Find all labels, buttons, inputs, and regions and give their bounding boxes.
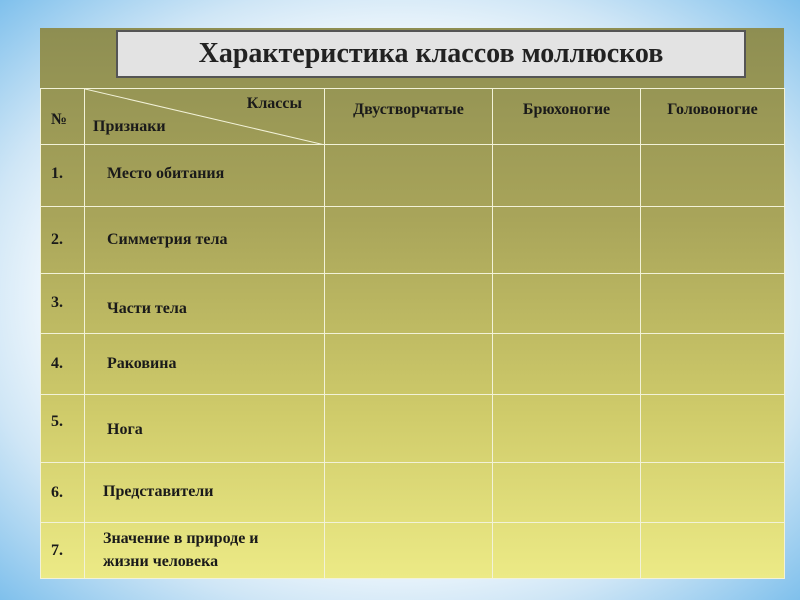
- table-row: [41, 145, 785, 207]
- row-number: 7.: [41, 523, 85, 579]
- cell-gastropods: [493, 395, 641, 463]
- row-label: Представители: [85, 463, 325, 523]
- table-row: [41, 395, 785, 463]
- table-row: [41, 334, 785, 395]
- cell-cephalopods: [641, 145, 785, 207]
- cell-gastropods: [493, 523, 641, 579]
- row-label: Раковина: [85, 334, 325, 395]
- cell-bivalves: [325, 145, 493, 207]
- column-header-bivalves: Двустворчатые: [325, 89, 493, 145]
- mollusk-classes-table: [40, 88, 785, 579]
- cell-bivalves: [325, 274, 493, 334]
- cell-bivalves: [325, 523, 493, 579]
- cell-gastropods: [493, 463, 641, 523]
- cell-cephalopods: [641, 207, 785, 274]
- row-number: 4.: [41, 334, 85, 395]
- row-label: Место обитания: [85, 145, 325, 207]
- row-number: 6.: [41, 463, 85, 523]
- number-header: №: [41, 89, 85, 145]
- cell-gastropods: [493, 274, 641, 334]
- cell-bivalves: [325, 334, 493, 395]
- table-header-row: [41, 89, 785, 145]
- row-label: Значение в природе и жизни человека: [85, 523, 325, 579]
- cell-gastropods: [493, 334, 641, 395]
- slide: [40, 28, 784, 578]
- table-row: [41, 274, 785, 334]
- cell-cephalopods: [641, 334, 785, 395]
- column-header-cephalopods: Головоногие: [641, 89, 785, 145]
- row-number: 2.: [41, 207, 85, 274]
- table-row: [41, 523, 785, 579]
- cell-cephalopods: [641, 463, 785, 523]
- cell-bivalves: [325, 207, 493, 274]
- cell-cephalopods: [641, 523, 785, 579]
- cell-cephalopods: [641, 395, 785, 463]
- cell-gastropods: [493, 207, 641, 274]
- slide-title: Характеристика классов моллюсков: [116, 30, 746, 78]
- table-row: [41, 463, 785, 523]
- row-label: Симметрия тела: [85, 207, 325, 274]
- row-number: 1.: [41, 145, 85, 207]
- features-header-label: Признаки: [93, 118, 166, 135]
- cell-bivalves: [325, 395, 493, 463]
- row-label: Части тела: [85, 274, 325, 334]
- diagonal-header-cell: [85, 89, 325, 145]
- table-row: [41, 207, 785, 274]
- column-header-gastropods: Брюхоногие: [493, 89, 641, 145]
- row-number: 5.: [41, 395, 85, 463]
- row-label: Нога: [85, 395, 325, 463]
- classes-header-label: Классы: [246, 95, 302, 112]
- row-number: 3.: [41, 274, 85, 334]
- cell-cephalopods: [641, 274, 785, 334]
- cell-gastropods: [493, 145, 641, 207]
- cell-bivalves: [325, 463, 493, 523]
